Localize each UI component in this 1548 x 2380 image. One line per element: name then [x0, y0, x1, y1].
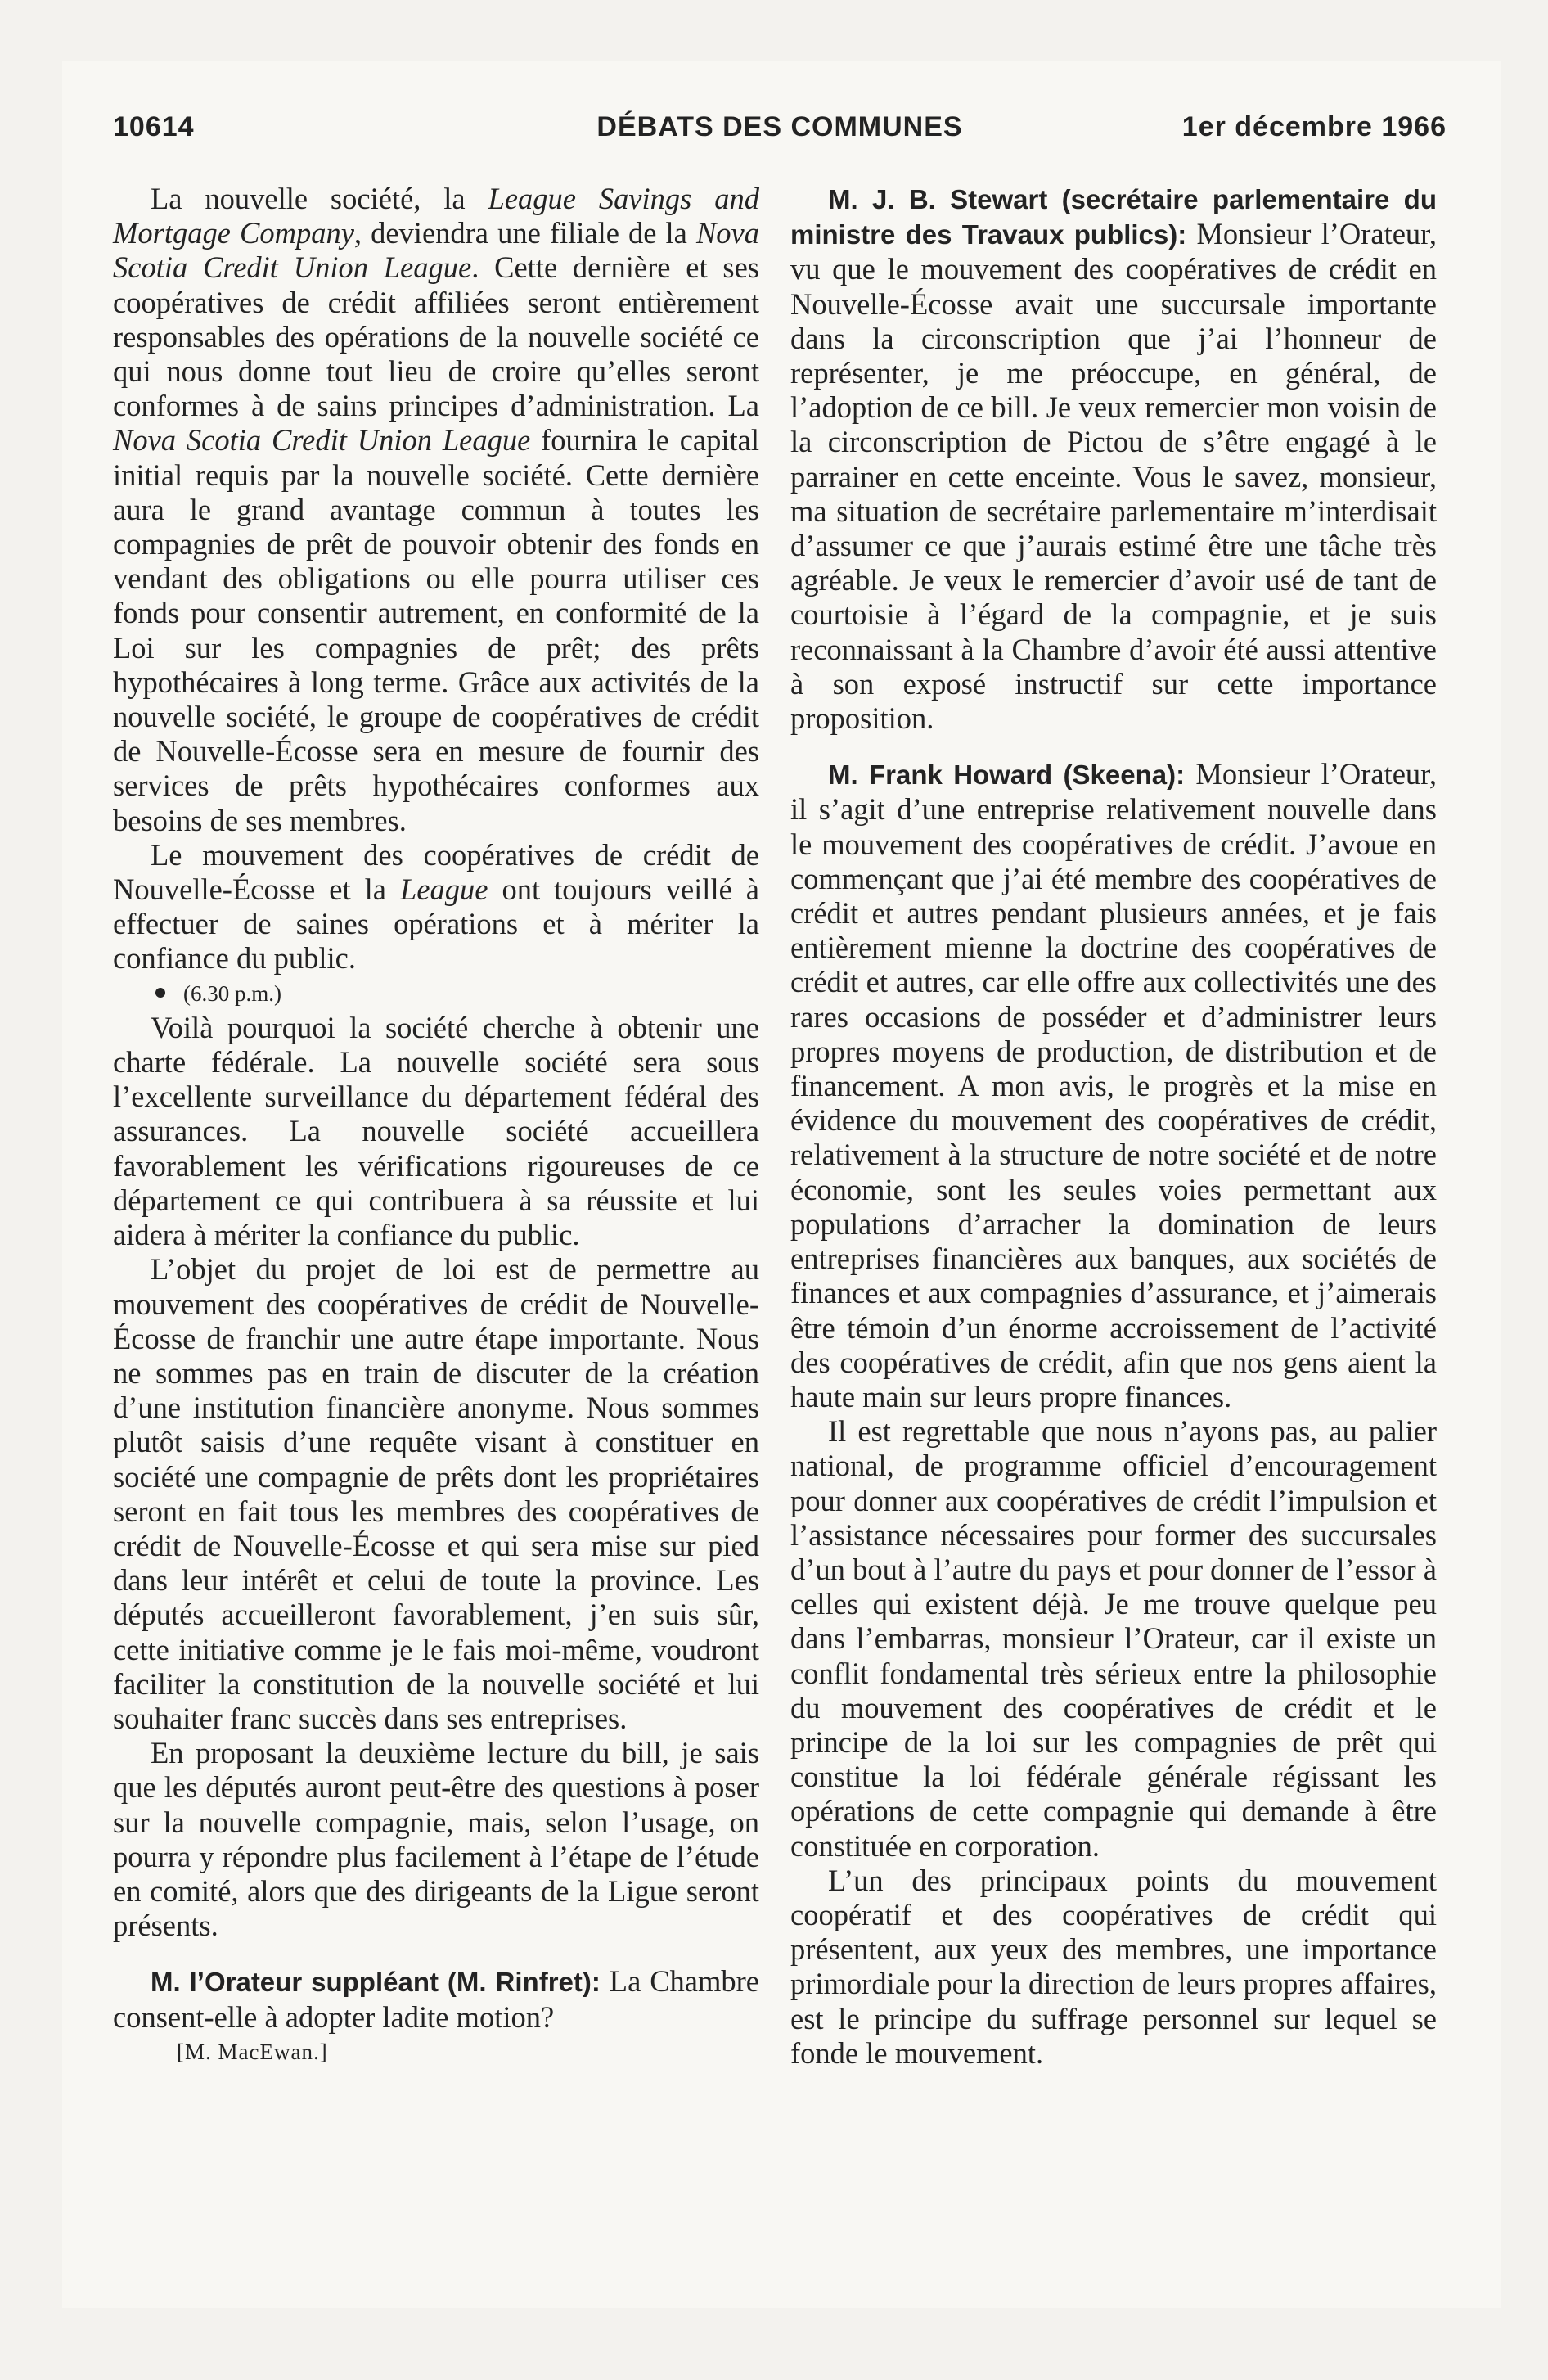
- page-header: [113, 111, 1447, 152]
- paragraph: Voilà pourquoi la société cherche à obtenir une charte fédérale. La nouvelle société sera sous l’excellente surveillance du département fédéral des assurances. La nouvelle société accueillera favorablement les vérifications rigoureuses de ce département ce qui contribuera à sa réussite et lui aidera à mériter la confiance du public.: [113, 1010, 759, 1252]
- paragraph: L’un des principaux points du mouvement coopératif et des coopératives de crédit qui présentent, aux yeux des membres, une importance primordiale pour la direction de leurs propres affaires, est le principe du suffrage personnel sur lequel se fonde le mouvement.: [790, 1863, 1437, 2070]
- left-column: [113, 182, 759, 2069]
- paragraph: L’objet du projet de loi est de permettre au mouvement des coopératives de crédit de Nouvelle-Écosse de franchir une autre étape importante. Nous ne sommes pas en train de discuter de la création d’une institution financière anonyme. Nous sommes plutôt saisis d’une requête visant à constituer en société une compagnie de prêts dont les propriétaires seront en fait tous les membres des coopératives de crédit de Nouvelle-Écosse et qui sera mise sur pied dans leur intérêt et celui de toute la province. Les députés accueilleront favorablement, j’en suis sûr, cette initiative comme je le fais moi-même, voudront faciliter la constitution de la nouvelle société et lui souhaiter franc succès dans ses entreprises.: [113, 1252, 759, 1735]
- paragraph: Le mouvement des coopératives de crédit de Nouvelle-Écosse et la League ont toujours veillé à effectuer de saines opérations et à mériter la confiance du public.: [113, 837, 759, 976]
- page-title: DÉBATS DES COMMUNES: [596, 111, 963, 142]
- time-marker: (6.30 p.m.): [113, 976, 759, 1011]
- page-date: 1er décembre 1966: [1181, 111, 1447, 142]
- paragraph: Il est regrettable que nous n’ayons pas, au palier national, de programme officiel d’encouragement pour donner aux coopératives de crédit l’impulsion et l’assistance nécessaires pour former des succursales d’un bout à l’autre du pays et pour donner de l’essor à celles qui existent déjà. Je me trouve quelque peu dans l’embarras, monsieur l’Orateur, car il existe un conflit fondamental très sérieux entre la philosophie du mouvement des coopératives de crédit et le principe de la loi sur les compagnies de prêt qui constitue la loi fédérale générale régissant les opérations de cette compagnie qui demande à être constituée en corporation.: [790, 1414, 1437, 1863]
- right-column: [790, 182, 1437, 2071]
- paragraph: La nouvelle société, la League Savings and Mortgage Company, deviendra une filiale de la Nova Scotia Credit Union League. Cette dernière et ses coopératives de crédit affiliées seront entièrement responsables des opérations de la nouvelle société ce qui nous donne tout lieu de croire qu’elles seront conformes à de sains principes d’administration. La Nova Scotia Credit Union League fournira le capital initial requis par la nouvelle société. Cette dernière aura le grand avantage commun à toutes les compagnies de prêt de pouvoir obtenir des fonds en vendant des obligations ou elle pourra utiliser ces fonds pour consentir autrement, en conformité de la Loi sur les compagnies de prêt; des prêts hypothécaires à long terme. Grâce aux activités de la nouvelle société, le groupe de coopératives de crédit de Nouvelle-Écosse sera en mesure de fournir des services de prêts hypothécaires conformes aux besoins de ses membres.: [113, 182, 760, 837]
- bullet-icon: [155, 988, 165, 998]
- speaker-name: M. Frank Howard (Skeena):: [828, 760, 1186, 791]
- speaker-paragraph: M. l’Orateur suppléant (M. Rinfret): La Chambre consent-elle à adopter ladite motion?: [113, 1964, 759, 2034]
- speaker-name: M. J. B. Stewart (secrétaire parlementaire du ministre des Travaux publics):: [790, 184, 1437, 250]
- speaker-paragraph: M. J. B. Stewart (secrétaire parlementaire du ministre des Travaux publics): Monsieur l’Orateur, vu que le mouvement des coopératives de crédit en Nouvelle-Écosse avait une succursale importante dans la circonscription que j’ai l’honneur de représenter, je me préoccupe, en général, de l’adoption de ce bill. Je veux remercier mon voisin de la circonscription de Pictou de s’être engagé à le parrainer en cette enceinte. Vous le savez, monsieur, ma situation de secrétaire parlementaire m’interdisait d’assumer ce que j’aurais estimé être une tâche très agréable. Je veux le remercier d’avoir usé de tant de courtoisie à l’égard de la compagnie, et je suis reconnaissant à la Chambre d’avoir été aussi attentive à son exposé instructif sur cette importance proposition.: [790, 184, 1437, 736]
- footer-note: [M. MacEwan.]: [177, 2039, 328, 2064]
- paragraph: En proposant la deuxième lecture du bill, je sais que les députés auront peut-être des questions à poser sur la nouvelle compagnie, mais, selon l’usage, on pourra y répondre plus facilement à l’étape de l’étude en comité, alors que des dirigeants de la Ligue seront présents.: [113, 1736, 759, 1943]
- speaker-paragraph: M. Frank Howard (Skeena): Monsieur l’Orateur, il s’agit d’une entreprise relativement nouvelle dans le mouvement des coopératives de crédit. J’avoue en commençant que j’ai été membre des coopératives de crédit et autres pendant plusieurs années, et je fais entièrement mienne la doctrine des coopératives de crédit et autres, car elle offre aux collectivités une des rares occasions de posséder et d’administrer leurs propres moyens de production, de distribution et de financement. A mon avis, le progrès et la mise en évidence du mouvement des coopératives de crédit, relativement à la structure de notre société et de notre économie, sont les seules voies permettant aux populations d’arracher la domination de leurs entreprises financières aux banques, aux sociétés de finances et aux compagnies d’assurance, et j’aimerais être témoin d’un énorme accroissement de l’activité des coopératives de crédit, afin que nos gens aient la haute main sur leurs propre finances.: [790, 757, 1437, 1413]
- page-number: 10614: [113, 111, 195, 142]
- speaker-name: M. l’Orateur suppléant (M. Rinfret):: [151, 1967, 601, 1998]
